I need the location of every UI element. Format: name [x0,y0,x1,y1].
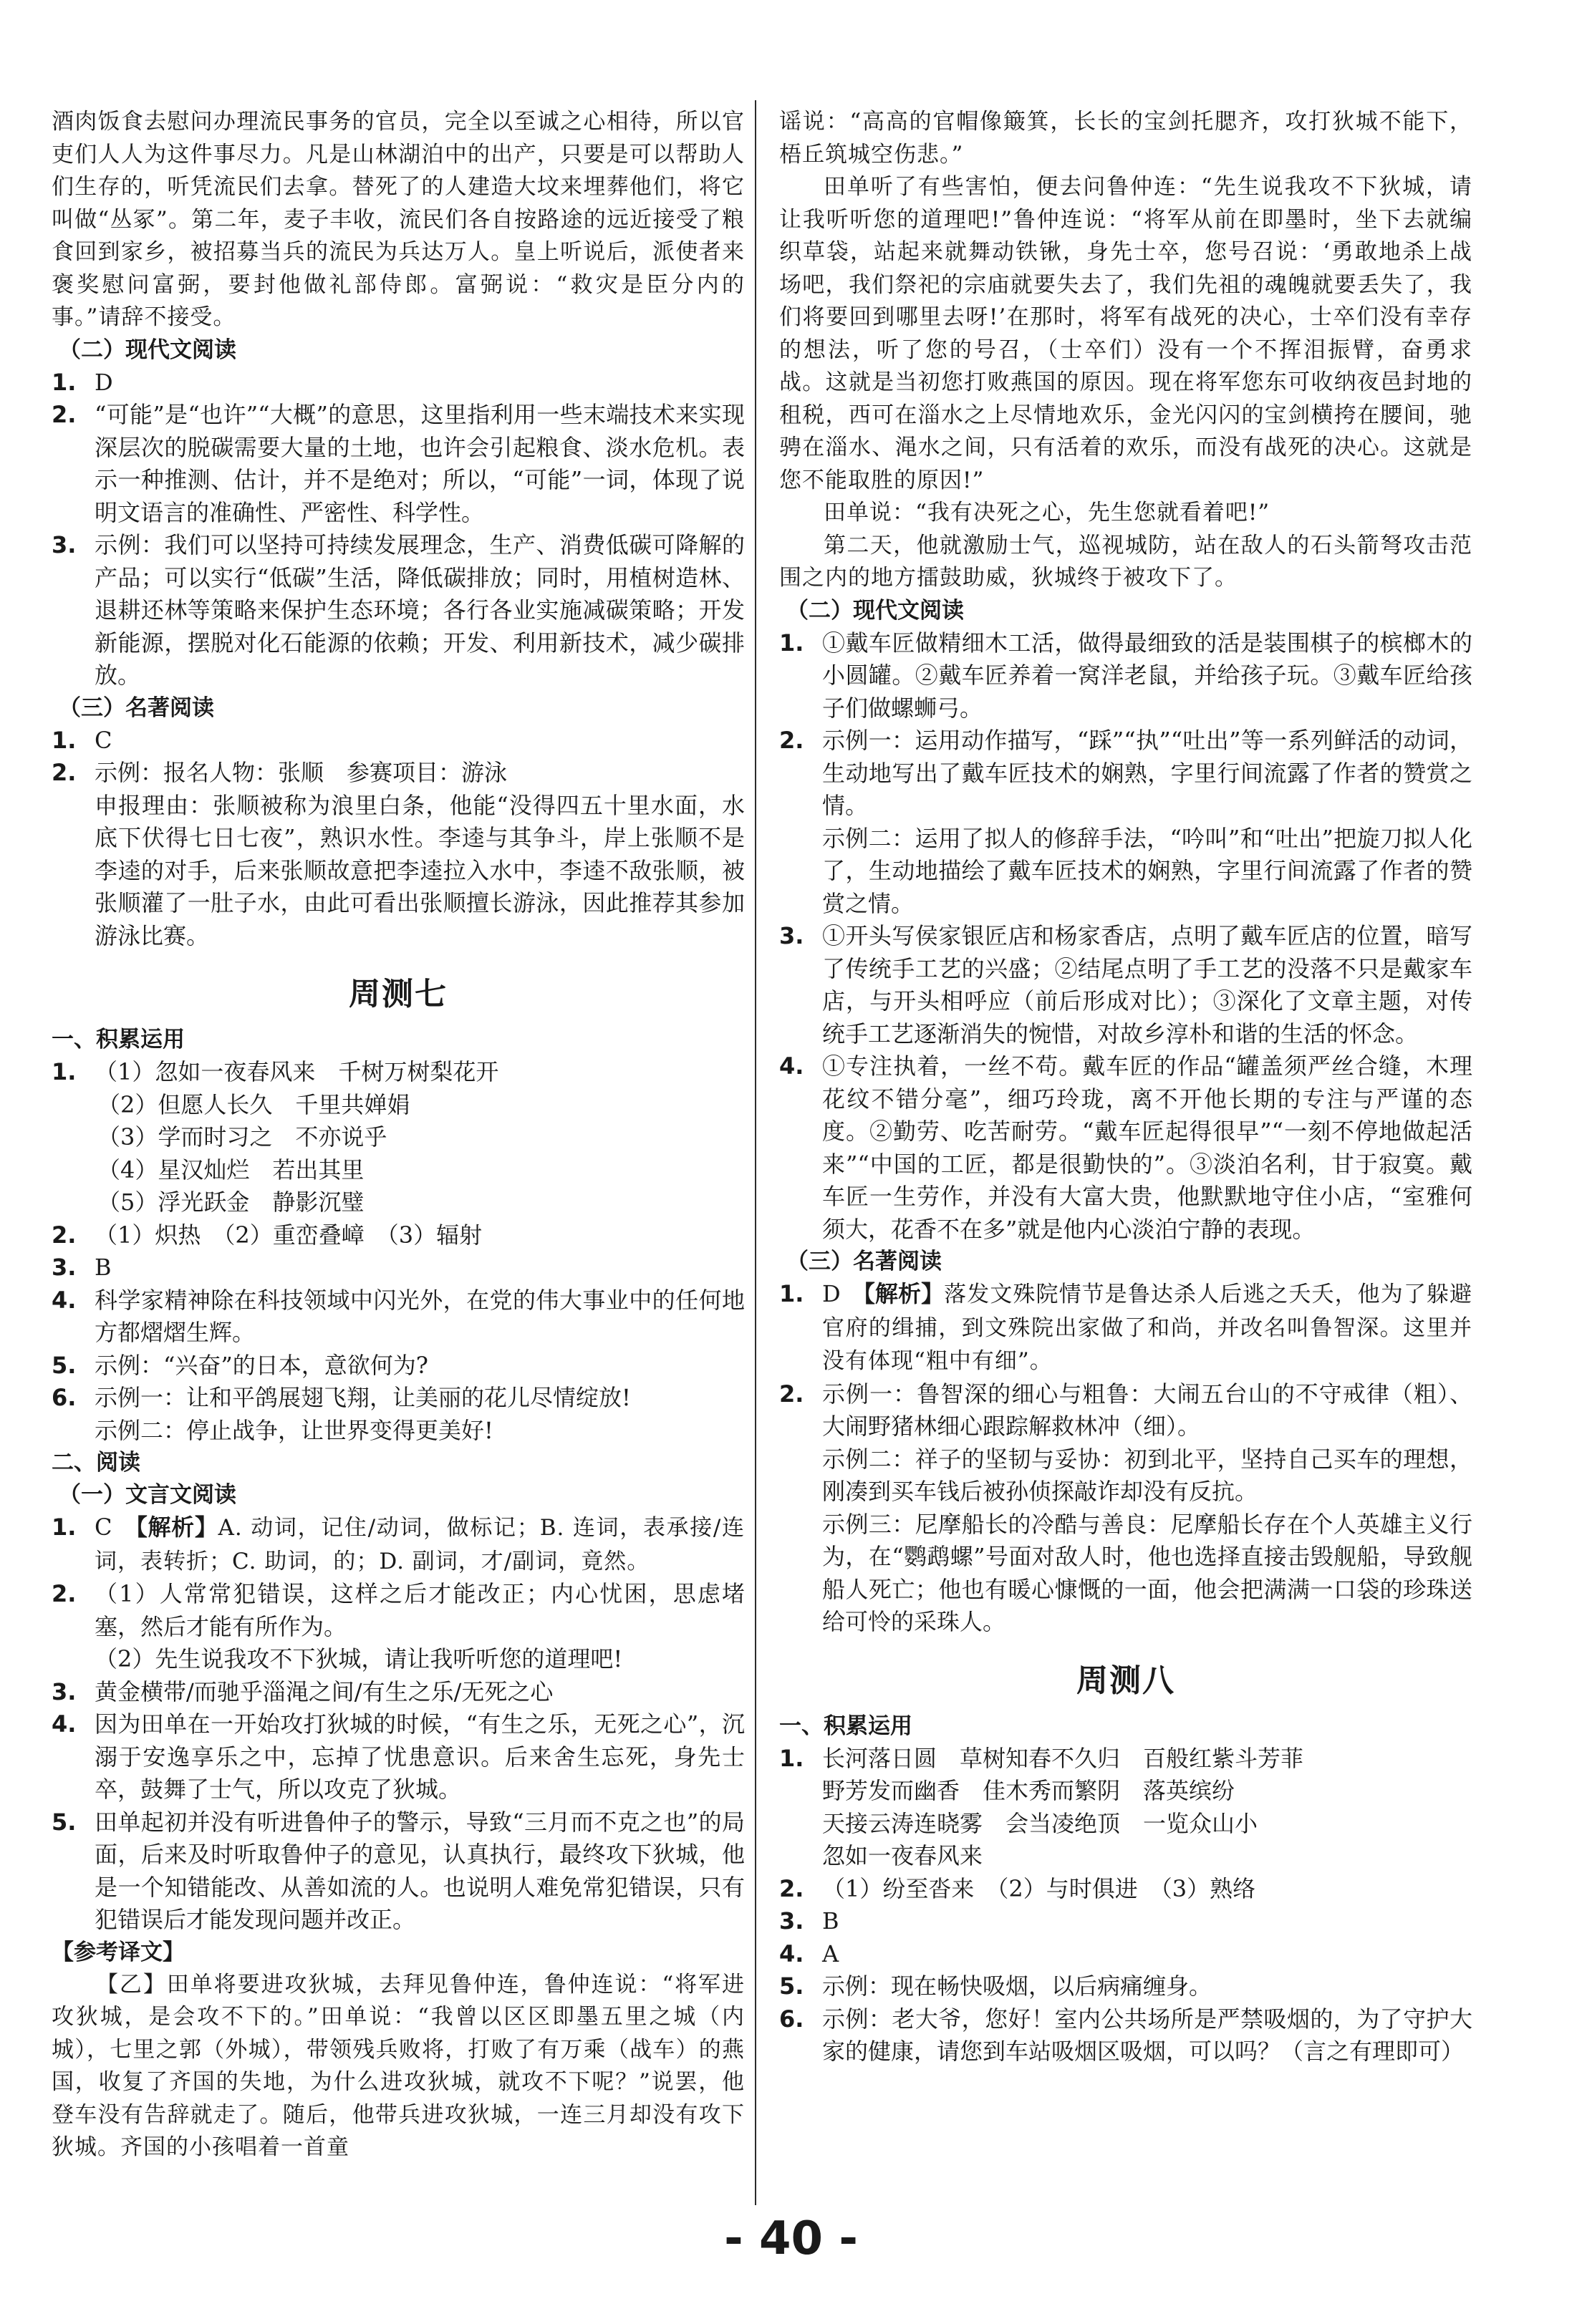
translation-continued: 酒肉饭食去慰问办理流民事务的官员，完全以至诚之心相待，所以官吏们人人为这件事尽力。凡是山林湖泊中的出产，只要是可以帮助人们生存的，听凭流民们去拿。替死了的人建造大坟来埋葬他们，将它叫做“丛冢”。第二年，麦子丰收，流民们各自按路途的远近接受了粮食回到家乡，被招募当兵的流民为兵达万人。皇上听说后，派使者来褒奖慰问富弼，要封他做礼部侍郎。富弼说：“救灾是臣分内的事。”请辞不接受。 [52,109,745,330]
translation-paragraph: 田单听了有些害怕，便去问鲁仲连：“先生说我攻不下狄城，请让我听听您的道理吧!”鲁仲连说：“将军从前在即墨时，坐下去就编织草袋，站起来就舞动铁锹，身先士卒，您号召说：‘勇敢地杀上战场吧，我们祭祀的宗庙就要失去了，我们先祖的魂魄就要丢失了，我们将要回到哪里去呀!’在那时，将军有战死的决心，士卒们没有幸存的想法，听了您的号召，（士卒们）没有一个不挥泪振臂，奋勇求战。这就是当初您打败燕国的原因。现在将军您东可收纳夜邑封地的租税，西可在淄水之上尽情地欢乐，金光闪闪的宝剑横挎在腰间，驰骋在淄水、渑水之间，只有活着的欢乐，而没有战死的决心。这就是您不能取胜的原因!” [779,174,1472,493]
week-test-8-title: 周测八 [1076,1662,1175,1699]
poem-line: 忽如一夜春风来 [822,1842,983,1869]
answer-item: 1. D [52,368,113,396]
section-heading-reading: 二、阅读 [52,1450,140,1476]
answer-item: 6. 示例一：让和平鸽展翅飞翔，让美丽的花儿尽情绽放! [52,1384,631,1411]
answer-item: 1. 长河落日圆 草树知春不久归 百般红紫斗芳菲 [779,1743,1472,1776]
left-column [52,106,745,2164]
section-heading-modern-reading: （二）现代文阅读 [59,337,236,363]
answer-item: 3. ①开头写侯家银匠店和杨家香店，点明了戴车匠店的位置，暗写了传统手工艺的兴盛；②结尾点明了手工艺的没落不只是戴家车店，与开头相呼应（前后形成对比）；③深化了文章主题，对传统手工艺逐渐消失的惋惜，对故乡淳朴和谐的生活的怀念。 [779,922,1472,1047]
section-heading-classics-reading: （三）名著阅读 [59,694,214,721]
answer-item: 6. 示例：老大爷，您好！室内公共场所是严禁吸烟的，为了守护大家的健康，请您到车站吸烟区吸烟，可以吗？（言之有理即可） [779,2005,1472,2065]
answer-item: 1. D 【解析】落发文殊院情节是鲁达杀人后逃之夭夭，他为了躲避官府的缉捕，到文殊院出家做了和尚，并改名叫鲁智深。这里并没有体现“粗中有细”。 [779,1280,1472,1374]
section-heading-modern-reading: （二）现代文阅读 [786,597,964,624]
answer-item: 2. （1）人常常犯错误，这样之后才能改正；内心忧困，思虑堵塞，然后才能有所作为。 [52,1580,745,1640]
answer-item: 3. B [52,1254,112,1281]
reference-translation-heading: 【参考译文】 [52,1939,185,1965]
answer-item: 2. 示例一：运用动作描写，“踩”“执”“吐出”等一系列鲜活的动词，生动地写出了戴车匠技术的娴熟，字里行间流露了作者的赞赏之情。 [779,727,1472,819]
right-column [779,106,1472,2068]
answer-item: 4. ①专注执着，一丝不苟。戴车匠的作品“罐盖须严丝合缝，木理花纹不错分毫”，细巧玲珑，离不开他长期的专注与严谨的态度。②勤劳、吃苦耐劳。“戴车匠起得很早”“一刻不停地做起活来”“中国的工匠，都是很勤快的”。③淡泊名利，甘于寂寞。戴车匠一生劳作，并没有大富大贵，他默默地守住小店，“室雅何须大，花香不在多”就是他内心淡泊宁静的表现。 [779,1052,1472,1243]
answer-item: 3. B [779,1907,839,1935]
poem-line: （5）浮光跃金 静影沉璧 [97,1188,365,1216]
application-reason: 申报理由：张顺被称为浪里白条，他能“没得四五十里水面，水底下伏得七日七夜”，熟识水性。李逵与其争斗，岸上张顺不是李逵的对手，后来张顺故意把李逵拉入水中，李逵不敌张顺，被张顺灌了一肚子水，由此可看出张顺擅长游泳，因此推荐其参加游泳比赛。 [95,791,745,949]
poem-line: 野芳发而幽香 佳木秀而繁阴 落英缤纷 [822,1777,1235,1804]
answer-item: 4. A [779,1940,839,1967]
answer-item: 1. （1）忽如一夜春风来 千树万树梨花开 [52,1056,745,1089]
poem-line: （3）学而时习之 不亦说乎 [97,1123,387,1151]
translation-paragraph: 第二天，他就激励士气，巡视城防，站在敌人的石头箭弩攻击范围之内的地方擂鼓助威，狄城终于被攻下了。 [779,532,1472,591]
section-heading-classics-reading: （三）名著阅读 [786,1249,942,1274]
poem-line: （1）忽如一夜春风来 千树万树梨花开 [95,1058,499,1085]
answer-item: 5. 田单起初并没有听进鲁仲子的警示，导致“三月而不克之也”的局面，后来及时听取鲁仲子的意见，认真执行，最终攻下狄城，他是一个知错能改、从善如流的人。也说明人难免常犯错误，只有犯错误后才能发现问题并改正。 [52,1808,745,1933]
poem-line: 长河落日圆 草树知春不久归 百般红紫斗芳菲 [822,1744,1304,1772]
week-test-7-title: 周测七 [349,976,448,1012]
translation-answer: （2）先生说我攻不下狄城，请让我听听您的道理吧! [95,1645,623,1672]
example-three: 示例三：尼摩船长的冷酷与善良：尼摩船长存在个人英雄主义行为，在“鹦鹉螺”号面对敌人时，他也选择直接击毁舰船，导致舰船人死亡；他也有暖心慷慨的一面，他会把满满一口袋的珍珠送给可怜的采珠人。 [822,1510,1472,1635]
answer-item: 4. 科学家精神除在科技领域中闪光外，在党的伟大事业中的任何地方都熠熠生辉。 [52,1286,745,1346]
answer-item: 5. 示例：现在畅快吸烟，以后病痛缠身。 [779,1972,1212,2000]
translation-paragraph: 谣说：“高高的官帽像簸箕，长长的宝剑托腮齐，攻打狄城不能下，梧丘筑城空伤悲。” [779,109,1472,168]
poem-line: 天接云涛连晓雾 会当凌绝顶 一览众山小 [822,1809,1258,1837]
section-heading-classical-chinese: （一）文言文阅读 [59,1482,236,1508]
poem-line: （2）但愿人长久 千里共婵娟 [97,1090,410,1118]
answer-item: 3. 黄金横带/而驰乎淄渑之间/有生之乐/无死之心 [52,1677,554,1705]
example-two: 示例二：停止战争，让世界变得更美好! [95,1416,493,1444]
answer-item: 5. 示例：“兴奋”的日本，意欲何为? [52,1351,428,1379]
example-two: 示例二：祥子的坚韧与妥协：初到北平，坚持自己买车的理想，刚凑到买车钱后被孙侦探敲诈却没有反抗。 [822,1445,1472,1505]
answer-item: 2. （1）纷至沓来 （2）与时俱进 （3）熟络 [779,1874,1256,1902]
example-two: 示例二：运用了拟人的修辞手法，“吟叫”和“吐出”把旋刀拟人化了，生动地描绘了戴车匠技术的娴熟，字里行间流露了作者的赞赏之情。 [822,824,1472,917]
answer-item: 4. 因为田单在一开始攻打狄城的时候，“有生之乐，无死之心”，沉溺于安逸享乐之中，忘掉了忧患意识。后来舍生忘死，身先士卒，鼓舞了士气，所以攻克了狄城。 [52,1710,745,1803]
translation-paragraph: 田单说：“我有决死之心，先生您就看着吧!” [824,500,1270,526]
modern-reading-answers [52,367,745,692]
answer-item: 2. “可能”是“也许”“大概”的意思，这里指利用一些末端技术来实现深层次的脱碳需要大量的土地，也许会引起粮食、淡水危机。表示一种推测、估计，并不是绝对；所以，“可能”一词，体现了说明文语言的准确性、严密性、科学性。 [52,401,745,526]
section-heading-accumulation: 一、积累运用 [779,1713,912,1739]
answer-item: 1. C [52,726,112,754]
answer-item: 1. ①戴车匠做精细木工活，做得最细致的活是装围棋子的槟榔木的小圆罐。②戴车匠养着一窝洋老鼠，并给孩子玩。③戴车匠给孩子们做螺蛳弓。 [779,629,1472,722]
page-number: - 40 - [724,2212,858,2265]
answer-item: 1. C 【解析】A. 动词，记住/动词，做标记；B. 连词，表承接/连词，表转折；C. 助词，的；D. 副词，才/副词，竟然。 [52,1514,745,1574]
answer-item: 3. 示例：我们可以坚持可持续发展理念，生产、消费低碳可降解的产品；可以实行“低碳”生活，降低碳排放；同时，用植树造林、退耕还林等策略来保护生态环境；各行各业实施减碳策略；开发新能源，摆脱对化石能源的依赖；开发、利用新技术，减少碳排放。 [52,531,745,689]
section-heading-accumulation: 一、积累运用 [52,1027,185,1052]
answer-item: 2. 示例：报名人物：张顺 参赛项目：游泳 [52,759,508,786]
reference-translation-text: 【乙】田单将要进攻狄城，去拜见鲁仲连，鲁仲连说：“将军进攻狄城，是会攻不下的。”田单说：“我曾以区区即墨五里之城（内城），七里之郭（外城），带领残兵败将，打败了有万乘（战车）的燕国，收复了齐国的失地，为什么进攻狄城，就攻不下呢？”说罢，他登车没有告辞就走了。随后，他带兵进攻狄城，一连三月却没有攻下狄城。齐国的小孩唱着一首童 [52,1971,745,2160]
answer-item: 2. （1）炽热 （2）重峦叠嶂 （3）辐射 [52,1221,483,1249]
poem-line: （4）星汉灿烂 若出其里 [97,1156,365,1183]
column-divider [755,100,756,2205]
answer-item: 2. 示例一：鲁智深的细心与粗鲁：大闹五台山的不守戒律（粗）、大闹野猪林细心跟踪解救林冲（细）。 [779,1380,1472,1440]
